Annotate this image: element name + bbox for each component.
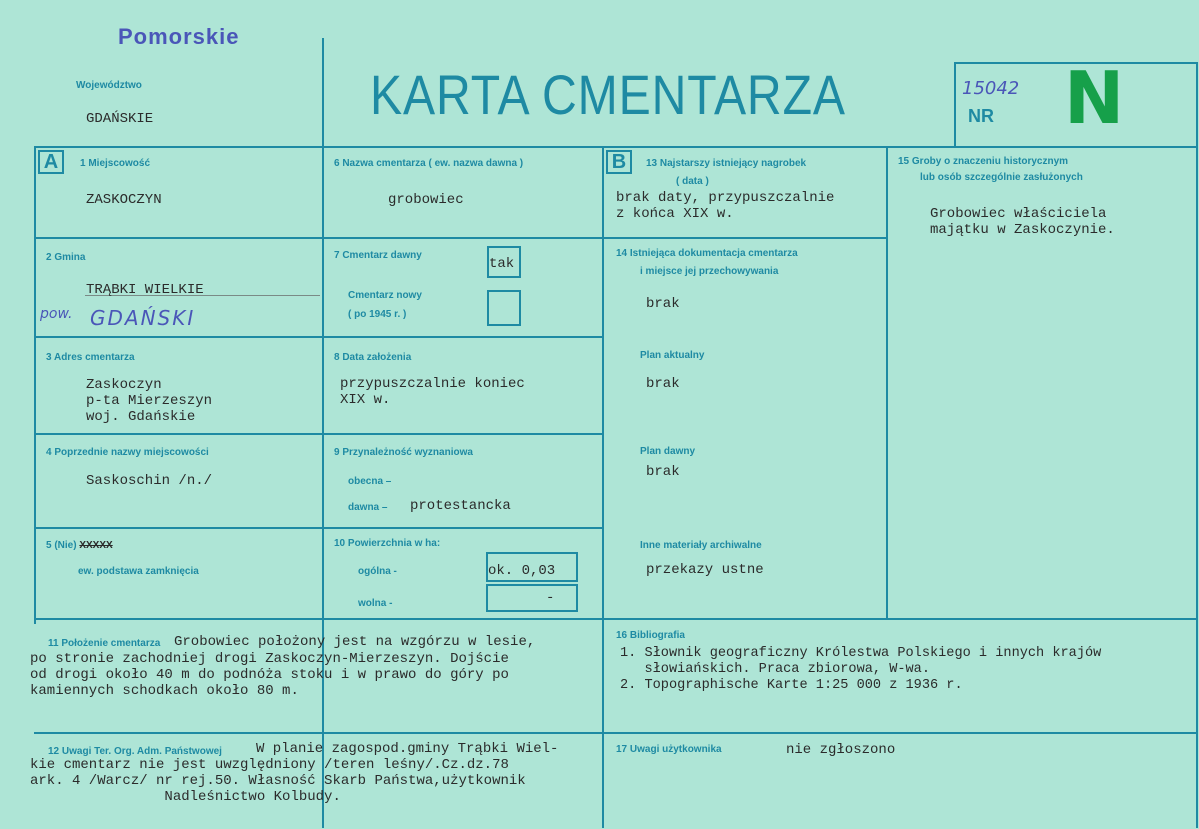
section-b-marker: B	[606, 150, 632, 174]
field-11-value-rest: po stronie zachodniej drogi Zaskoczyn-Mierzeszyn. Dojście od drogi około 40 m do podnóża stoku i w prawo do góry po kamiennych schodkach około 80 m.	[30, 651, 509, 699]
field-2-hand-prefix: pow.	[40, 306, 73, 322]
field-7-label-new2: ( po 1945 r. )	[348, 309, 407, 320]
plan-current-value: brak	[646, 376, 680, 392]
field-6-label: 6 Nazwa cmentarza ( ew. nazwa dawna )	[334, 158, 524, 169]
field-7-label-old: 7 Cmentarz dawny	[334, 250, 422, 261]
divider-row3-h	[34, 433, 604, 435]
field-10-total-value: ok. 0,03	[488, 563, 556, 579]
field-1-label: 1 Miejscowość	[80, 158, 151, 169]
divider-top	[34, 146, 1197, 148]
field-4-label: 4 Poprzednie nazwy miejscowości	[46, 447, 209, 458]
field-2-value: TRĄBKI WIELKIE	[86, 282, 204, 298]
field-7-old-value: tak	[489, 256, 515, 272]
field-7-label-new: Cmentarz nowy	[348, 290, 422, 301]
divider-row4-h	[34, 527, 604, 529]
field-5-label	[46, 540, 113, 551]
field-12-value-first: W planie zagospod.gminy Trąbki Wiel-	[256, 741, 559, 757]
field-13-sublabel: ( data )	[676, 176, 709, 187]
field-9-current-label: obecna –	[348, 476, 392, 487]
field-12-label: 12 Uwagi Ter. Org. Adm. Państwowej	[48, 746, 222, 757]
divider-col2-v	[602, 146, 604, 828]
field-17-value: nie zgłoszono	[786, 742, 896, 758]
plan-old-value: brak	[646, 464, 680, 480]
field-4-value: Saskoschin /n./	[86, 473, 213, 489]
field-2-hand-value: GDAŃSKI	[90, 306, 196, 330]
field-8-label: 8 Data założenia	[334, 352, 412, 363]
field-8-value: przypuszczalnie koniec XIX w.	[340, 376, 525, 408]
field-1-value: ZASKOCZYN	[86, 192, 162, 208]
card-title: KARTA CMENTARZA	[370, 63, 846, 126]
divider-right-v	[1196, 62, 1198, 828]
voivodeship-value: GDAŃSKIE	[86, 111, 154, 127]
field-9-former-label: dawna –	[348, 502, 388, 513]
field-10-free-value: -	[546, 590, 555, 606]
nr-handwritten: 15042	[962, 78, 1020, 99]
field-11-label: 11 Położenie cmentarza	[48, 638, 161, 649]
field-14-label2: i miejsce jej przechowywania	[640, 266, 779, 277]
field-10-label: 10 Powierzchnia w ha:	[334, 538, 441, 549]
region-stamp: Pomorskie	[118, 24, 240, 49]
plan-old-label: Plan dawny	[640, 446, 696, 457]
field-5-label-struck: XXXXX	[79, 540, 113, 551]
field-12-value-rest: kie cmentarz nie jest uwzględniony /teren leśny/.Cz.dz.78 ark. 4 /Warcz/ nr rej.50. Własność Skarb Państwa,użytkownik Nadleśnictwo Kolbudy.	[30, 757, 526, 805]
field-9-label: 9 Przynależność wyznaniowa	[334, 447, 473, 458]
divider-row2-h	[34, 336, 604, 338]
field-14-label: 14 Istniejąca dokumentacja cmentarza	[616, 248, 798, 259]
other-materials-label: Inne materiały archiwalne	[640, 540, 762, 551]
field-16-value: 1. Słownik geograficzny Królestwa Polskiego i innych krajów słowiańskich. Praca zbiorowa, W-wa. 2. Topographische Karte 1:25 000 z 1936 r.	[620, 646, 1102, 693]
field-9-former-value: protestancka	[410, 498, 511, 514]
field-3-label: 3 Adres cmentarza	[46, 352, 135, 363]
field-10-total-label: ogólna -	[358, 566, 397, 577]
divider-nr-v	[954, 62, 956, 148]
field-7-new-box	[487, 290, 521, 326]
field-15-label: 15 Groby o znaczeniu historycznym	[898, 156, 1069, 167]
field-10-free-label: wolna -	[358, 598, 393, 609]
field-2-label: 2 Gmina	[46, 252, 86, 263]
nr-label: NR	[968, 106, 994, 126]
divider-row5-h	[34, 618, 1197, 620]
field-15-value: Grobowiec właściciela majątku w Zaskoczynie.	[930, 206, 1115, 238]
field-13-label: 13 Najstarszy istniejący nagrobek	[646, 158, 807, 169]
field-17-label: 17 Uwagi użytkownika	[616, 744, 722, 755]
divider-left-v	[34, 146, 36, 624]
field-10-free-box	[486, 584, 578, 612]
field-13-value: brak daty, przypuszczalnie z końca XIX w.	[616, 190, 835, 222]
nr-letter: N	[1064, 56, 1125, 140]
plan-current-label: Plan aktualny	[640, 350, 705, 361]
field-15-label2: lub osób szczególnie zasłużonych	[920, 172, 1083, 183]
field-5-label-prefix: 5 (Nie)	[46, 540, 77, 551]
field-11-value-first: Grobowiec położony jest na wzgórzu w lesie,	[174, 634, 536, 650]
divider-row6-h	[34, 732, 1197, 734]
field-14-value: brak	[646, 296, 680, 312]
field-5-sublabel: ew. podstawa zamknięcia	[78, 566, 199, 577]
section-a-marker: A	[38, 150, 64, 174]
divider-row1-h	[34, 237, 886, 239]
other-materials-value: przekazy ustne	[646, 562, 764, 578]
divider-col3-v	[886, 146, 888, 620]
voivodeship-label: Województwo	[76, 80, 142, 91]
field-3-value: Zaskoczyn p-ta Mierzeszyn woj. Gdańskie	[86, 377, 213, 425]
field-16-label: 16 Bibliografia	[616, 630, 685, 641]
field-6-value: grobowiec	[388, 192, 464, 208]
